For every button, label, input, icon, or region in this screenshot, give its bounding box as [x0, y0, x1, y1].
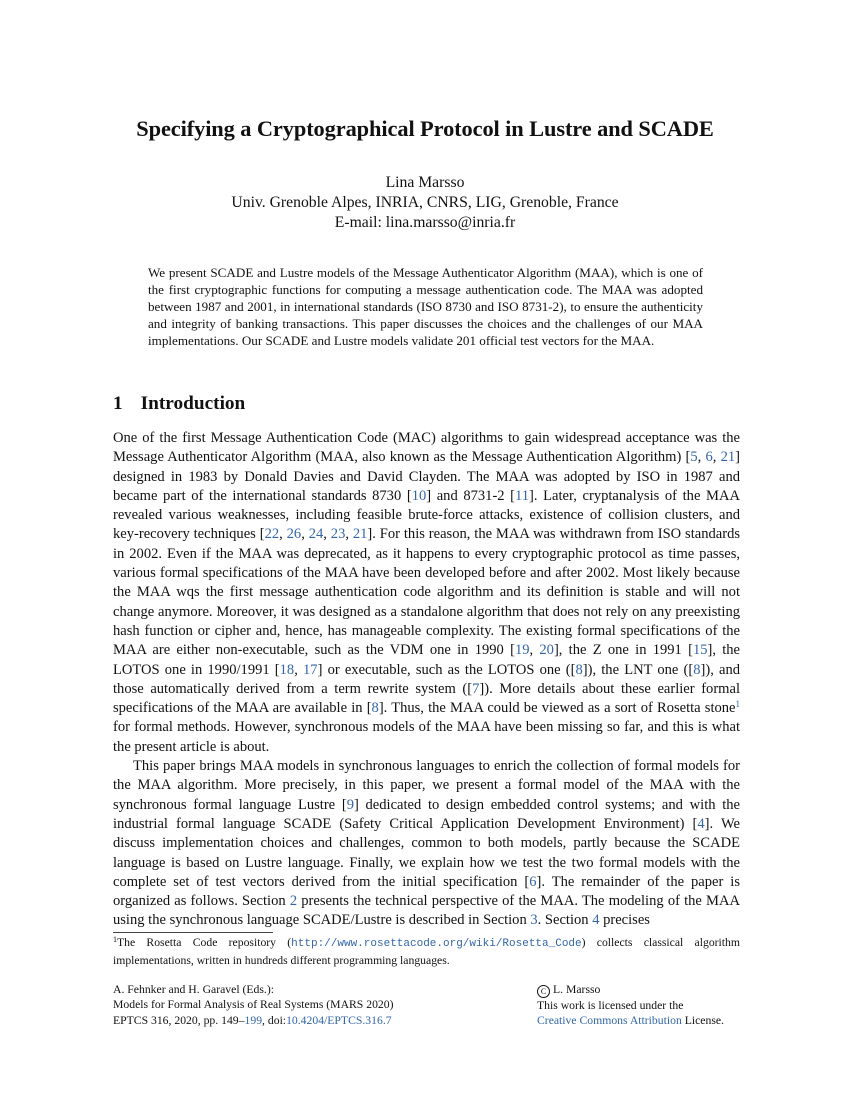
paragraph-1: [113, 429, 740, 757]
text-run: ] dedicated to design embedded control systems; and with the industrial formal language SCADE (Safety Critical Application Development Environment) [: [113, 796, 740, 832]
citation-link[interactable]: 10: [411, 487, 427, 504]
text-run: ]), and those automatically derived from a term rewrite system ([: [113, 661, 741, 697]
license-link[interactable]: Creative Commons Attribution: [537, 1014, 682, 1028]
copyright-holder: L. Marsso: [553, 983, 601, 996]
author-block: [0, 173, 850, 233]
citation-link[interactable]: 15: [692, 642, 708, 659]
text-run: ]. The remainder of the paper is organized as follows. Section: [113, 873, 741, 910]
text-run: ]), the LNT one ([: [582, 661, 694, 678]
section-link[interactable]: 2: [289, 893, 298, 910]
section-number: 1: [113, 393, 123, 414]
footnote-divider: [113, 932, 273, 933]
text-run: ,: [294, 661, 304, 678]
license-link-line: [537, 1013, 757, 1028]
citation-link[interactable]: 6: [529, 873, 537, 890]
citation-link[interactable]: 5: [690, 449, 698, 466]
citation-link[interactable]: 24: [308, 526, 324, 543]
text-run: EPTCS 316, 2020, pp. 149–: [113, 1013, 245, 1027]
text-run: ]. We discuss implementation choices and challenges, common to both models, partly because the SCADE language is based on Lustre language. Finally, we explain how we test the two formal models with the complete set of test vectors derived from the initial specification [: [113, 815, 740, 890]
citation-link[interactable]: 8: [371, 700, 379, 717]
section-title: Introduction: [140, 393, 246, 414]
author-name: Lina Marsso: [385, 174, 465, 191]
section-link[interactable]: 4: [592, 912, 600, 929]
text-run: , doi:: [262, 1013, 287, 1027]
venue-line: Models for Formal Analysis of Real Systems (MARS 2020): [113, 998, 394, 1012]
license-line: This work is licensed under the: [537, 999, 684, 1012]
text-run: ] or executable, such as the LOTOS one ([: [317, 661, 576, 678]
text-run: precises: [599, 912, 650, 929]
footnote: [113, 935, 740, 968]
abstract: We present SCADE and Lustre models of the Message Authenticator Algorithm (MAA), which is one of the first cryptographic functions for computing a message authentication code. The MAA was adopted between 1987 and 2001, in international standards (ISO 8730 and ISO 8731-2), to ensure the authenticity and integrity of banking transactions. This paper discusses the choices and the challenges of our MAA implementations. Our SCADE and Lustre models validate 201 official test vectors for the MAA.: [148, 265, 703, 349]
paper-title: Specifying a Cryptographical Protocol in Lustre and SCADE: [136, 116, 714, 141]
text-run: ,: [697, 449, 706, 466]
copyright-line: [537, 982, 757, 998]
end-page-link[interactable]: 199: [244, 1013, 263, 1027]
citation-link[interactable]: 4: [697, 815, 705, 832]
doi-link[interactable]: 10.4204/EPTCS.316.7: [286, 1013, 392, 1027]
author-email: E-mail: lina.marsso@inria.fr: [334, 214, 516, 231]
editors-line: A. Fehnker and H. Garavel (Eds.):: [113, 983, 274, 996]
text-run: ,: [279, 526, 287, 543]
text-run: ,: [323, 526, 331, 543]
text-run: License.: [681, 1014, 724, 1028]
citation-link[interactable]: 20: [539, 642, 554, 659]
license-info: [537, 982, 757, 1029]
text-run: ,: [529, 642, 540, 659]
citation-link[interactable]: 17: [303, 661, 318, 678]
citation-link[interactable]: 21: [352, 526, 368, 543]
pub-line: [113, 1013, 473, 1028]
text-run: This paper brings MAA models in synchronous languages to enrich the collection of formal models for the MAA algorithm. More precisely, in this paper, we present a formal model of the MAA with the synchronous formal language Lustre [: [113, 758, 740, 813]
text-run: for formal methods. However, synchronous models of the MAA have been missing so far, and this is what the present article is about.: [113, 719, 740, 755]
paragraph-2: [113, 757, 740, 931]
text-run: ) collects classical algorithm implementations, written in hundreds different programming languages.: [113, 936, 740, 967]
citation-link[interactable]: 22: [264, 526, 280, 543]
text-run: ]. Thus, the MAA could be viewed as a sort of Rosetta stone: [378, 700, 736, 717]
citation-link[interactable]: 8: [693, 661, 701, 678]
text-run: One of the first Message Authentication Code (MAC) algorithms to gain widespread acceptance was the Message Authenticator Algorithm (MAA, also known as the Message Authentication Algorithm) [: [113, 430, 740, 466]
text-run: ], the Z one in 1991 [: [553, 642, 693, 659]
section-heading: [113, 393, 245, 415]
text-run: ]). More details about these earlier formal specifications of the MAA are available in [: [113, 680, 740, 717]
citation-link[interactable]: 7: [472, 680, 480, 697]
text-run: ,: [345, 526, 353, 543]
footnote-number: 1: [113, 935, 117, 944]
text-run: ] designed in 1983 by Donald Davies and David Clayden. The MAA was adopted by ISO in 1987 and became part of the international standards 8730 [: [113, 449, 740, 504]
publication-info: [113, 982, 473, 1028]
section-link[interactable]: 3: [530, 912, 538, 929]
text-run: The Rosetta Code repository (: [117, 936, 292, 949]
text-run: ], the LOTOS one in 1990/1991 [: [113, 642, 741, 678]
text-run: ,: [301, 526, 309, 543]
footnote-url-link[interactable]: http://www.rosettacode.org/wiki/Rosetta_Code: [291, 938, 582, 950]
author-affiliation: Univ. Grenoble Alpes, INRIA, CNRS, LIG, Grenoble, France: [231, 194, 619, 211]
citation-link[interactable]: 6: [705, 449, 713, 466]
text-run: ]. Later, cryptanalysis of the MAA revealed various weaknesses, including feasible brute-force attacks, existence of collision clusters, and key-recovery techniques [: [113, 487, 740, 543]
text-run: ] and 8731-2 [: [426, 487, 516, 504]
copyright-icon: C: [537, 985, 550, 998]
citation-link[interactable]: 11: [515, 487, 530, 504]
citation-link[interactable]: 19: [514, 642, 530, 659]
text-run: ]. For this reason, the MAA was withdrawn from ISO standards in 2002. Even if the MAA was deprecated, as it happens to every cryptographic protocol as time passes, various formal specifications of the MAA have been developed before and after 2002. Most likely because the MAA wqs the first message authentication code algorithm and its definition is stable and will not change anymore. Moreover, it was designed as a standalone algorithm that does not rely on any preexisting hash function or cipher and, hence, has manageable complexity. The existing formal specifications of the MAA are either non-executable, such as the VDM one in 1990 [: [113, 526, 740, 659]
citation-link[interactable]: 8: [575, 661, 583, 678]
text-run: presents the technical perspective of the MAA. The modeling of the MAA using the synchronous language SCADE/Lustre is described in Section: [113, 893, 740, 929]
text-run: ,: [712, 449, 721, 466]
citation-link[interactable]: 9: [346, 796, 354, 813]
citation-link[interactable]: 23: [330, 526, 346, 543]
body-text: [113, 429, 740, 931]
footnote-marker[interactable]: 1: [735, 699, 740, 710]
citation-link[interactable]: 21: [720, 449, 736, 466]
text-run: . Section: [537, 912, 593, 929]
citation-link[interactable]: 18: [279, 661, 295, 678]
citation-link[interactable]: 26: [286, 526, 302, 543]
